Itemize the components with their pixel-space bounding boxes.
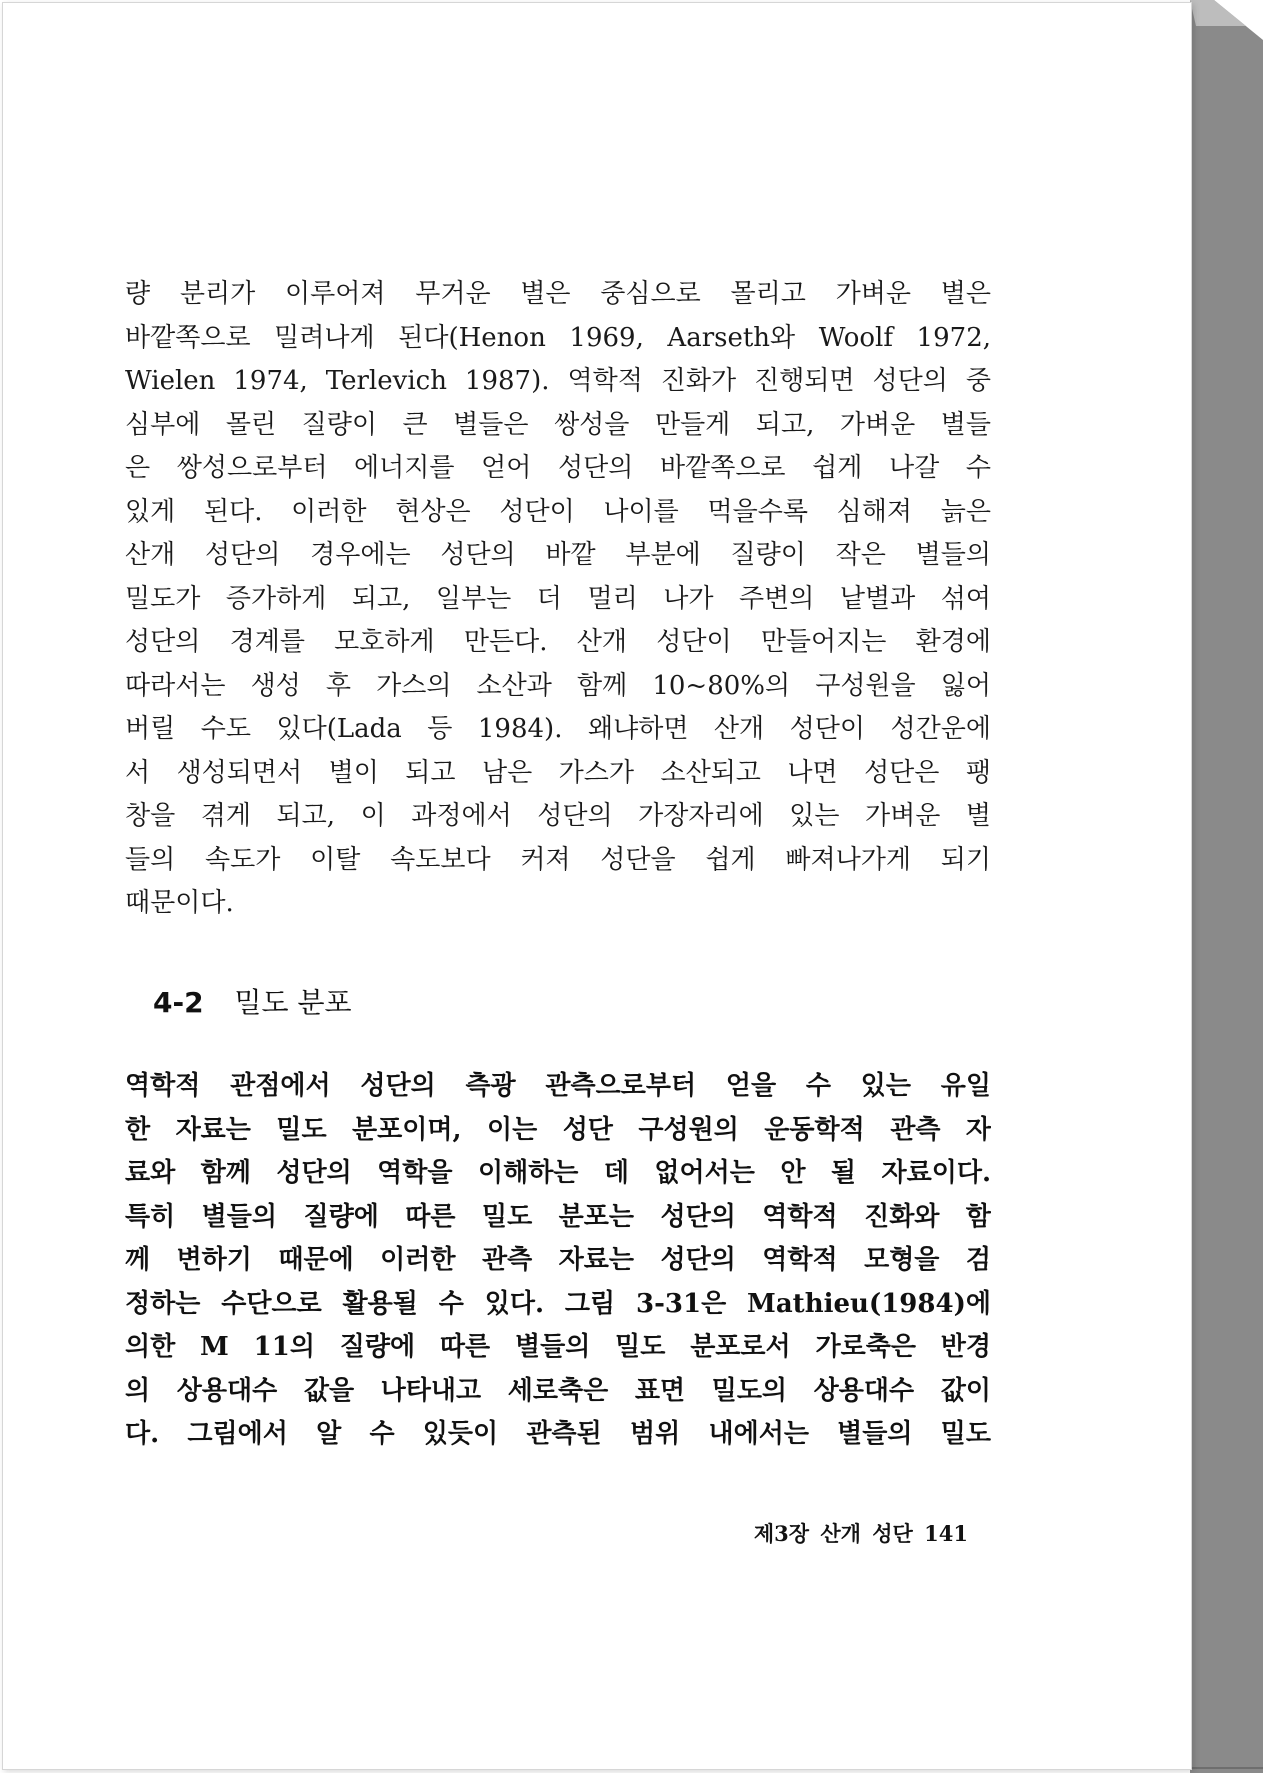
text-line: 량 분리가 이루어져 무거운 별은 중심으로 몰리고 가벼운 별은 bbox=[125, 279, 991, 309]
text-line: 다. 그림에서 알 수 있듯이 관측된 범위 내에서는 별들의 밀도 bbox=[125, 1419, 991, 1449]
text-line: 들의 속도가 이탈 속도보다 커져 성단을 쉽게 빠져나가게 되기 bbox=[125, 844, 991, 875]
section-heading bbox=[153, 981, 352, 1021]
text-line: Wielen 1974, Terlevich 1987). 역학적 진화가 진행되면 성단의 중 bbox=[125, 366, 991, 396]
text-line: 때문이다. bbox=[125, 888, 234, 918]
text-line: 버릴 수도 있다(Lada 등 1984). 왜냐하면 산개 성단이 성간운에 bbox=[125, 714, 991, 744]
text-line: 의한 M 11의 질량에 따른 별들의 밀도 분포로서 가로축은 반경 bbox=[125, 1332, 991, 1362]
section-title: 밀도 분포 bbox=[234, 986, 352, 1019]
book-page bbox=[2, 2, 1192, 1770]
text-line: 한 자료는 밀도 분포이며, 이는 성단 구성원의 운동학적 관측 자 bbox=[125, 1114, 991, 1145]
text-line: 료와 함께 성단의 역학을 이해하는 데 없어서는 안 될 자료이다. bbox=[125, 1158, 991, 1188]
text-line: 밀도가 증가하게 되고, 일부는 더 멀리 나가 주변의 낱별과 섞여 bbox=[125, 583, 991, 614]
text-line: 은 쌍성으로부터 에너지를 얻어 성단의 바깥쪽으로 쉽게 나갈 수 bbox=[125, 453, 991, 483]
body-paragraph-1 bbox=[125, 273, 991, 926]
book-edge bbox=[1190, 0, 1263, 1773]
text-line: 특히 별들의 질량에 따른 밀도 분포는 성단의 역학적 진화와 함 bbox=[125, 1201, 991, 1232]
footer-chapter: 제3장 bbox=[753, 1521, 810, 1546]
text-line: 산개 성단의 경우에는 성단의 바깥 부분에 질량이 작은 별들의 bbox=[125, 540, 991, 570]
text-line: 바깥쪽으로 밀려나게 된다(Henon 1969, Aarseth와 Woolf 1972, bbox=[125, 322, 991, 353]
body-paragraph-2 bbox=[125, 1065, 991, 1457]
text-line: 서 생성되면서 별이 되고 남은 가스가 소산되고 나면 성단은 팽 bbox=[125, 757, 991, 788]
page-footer bbox=[754, 1518, 968, 1548]
text-line: 성단의 경계를 모호하게 만든다. 산개 성단이 만들어지는 환경에 bbox=[125, 627, 991, 657]
text-line: 정하는 수단으로 활용될 수 있다. 그림 3-31은 Mathieu(1984)에 bbox=[125, 1288, 991, 1319]
text-line: 께 변하기 때문에 이러한 관측 자료는 성단의 역학적 모형을 검 bbox=[125, 1245, 991, 1275]
text-line: 심부에 몰린 질량이 큰 별들은 쌍성을 만들게 되고, 가벼운 별들 bbox=[125, 409, 991, 440]
text-line: 의 상용대수 값을 나타내고 세로축은 표면 밀도의 상용대수 값이 bbox=[125, 1375, 991, 1406]
text-line: 역학적 관점에서 성단의 측광 관측으로부터 얻을 수 있는 유일 bbox=[125, 1071, 991, 1101]
text-line: 창을 겪게 되고, 이 과정에서 성단의 가장자리에 있는 가벼운 별 bbox=[125, 801, 991, 831]
footer-chapter-title: 산개 성단 bbox=[820, 1521, 913, 1546]
page-number: 141 bbox=[924, 1521, 968, 1546]
text-line: 있게 된다. 이러한 현상은 성단이 나이를 먹을수록 심해져 늙은 bbox=[125, 496, 991, 527]
text-line: 따라서는 생성 후 가스의 소산과 함께 10~80%의 구성원을 잃어 bbox=[125, 670, 991, 701]
section-number: 4-2 bbox=[153, 986, 204, 1019]
